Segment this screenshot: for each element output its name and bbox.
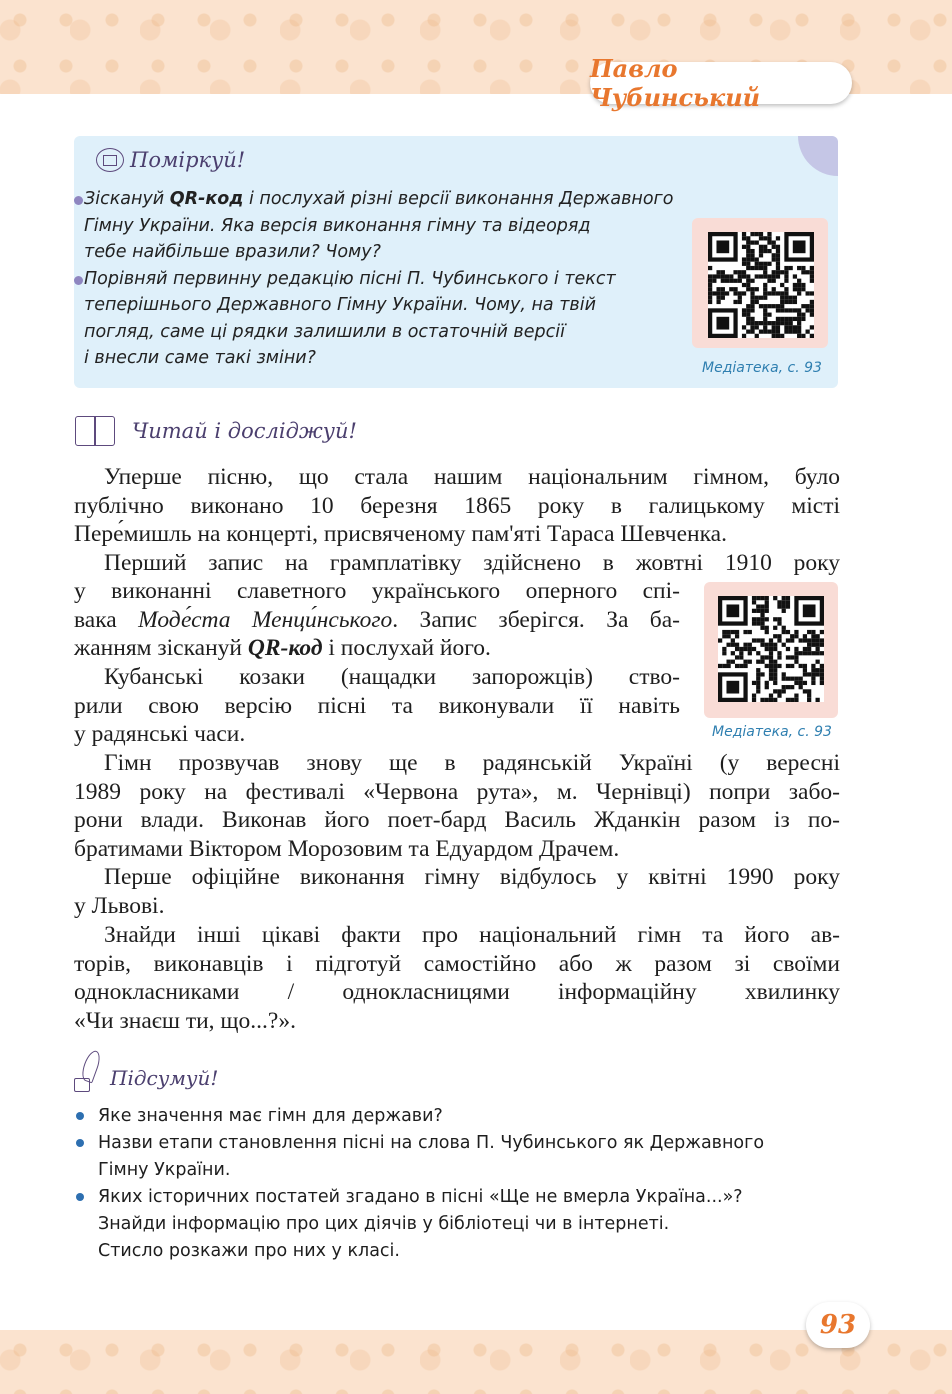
summary-heading <box>72 1050 218 1094</box>
list-item <box>74 1103 840 1130</box>
summary-line: Назви етапи становлення пісні на слова П. Чубинського як Державного <box>98 1133 765 1153</box>
bullet-icon <box>76 1139 84 1147</box>
media-caption[interactable]: Медіатека, с. 93 <box>702 360 822 376</box>
list-item <box>74 1184 840 1265</box>
summary-title: Підсумуй! <box>110 1066 219 1090</box>
think-line: теперішнього Державного Гімну України. Чому, на твій <box>84 295 596 315</box>
summary-line: Яке значення має гімн для держави? <box>98 1106 443 1126</box>
page-number-badge <box>806 1302 870 1348</box>
qr-card <box>704 582 838 718</box>
text-line: жанням зіскануй QR-код і послухай його. <box>74 635 491 662</box>
qr-card <box>692 218 828 348</box>
text-line: рони влади. Виконав його поет-бард Василь Жданкін разом із по- <box>74 807 840 834</box>
bullet-icon <box>76 1193 84 1201</box>
bottom-decorative-band <box>0 1330 952 1394</box>
summary-list <box>74 1103 840 1265</box>
text-line: у радянські часи. <box>74 721 246 748</box>
text-line: братимами Віктором Морозовим та Едуардом Драчем. <box>74 835 620 862</box>
think-line: Порівняй первинну редакцію пісні П. Чубинського і текст <box>84 268 616 289</box>
paragraph-3 <box>74 663 680 749</box>
think-line: Гімну України. Яка версія виконання гімну та відеоряд <box>84 215 591 236</box>
read-heading <box>74 414 357 448</box>
speech-book-icon <box>96 148 124 172</box>
media-caption[interactable]: Медіатека, с. 93 <box>712 724 832 740</box>
text-line: публічно виконано 10 березня 1865 року в галицькому місті <box>74 492 840 519</box>
text-line: Пере́мишль на концерті, присвяченому пам'яті Тараса Шевченка. <box>74 521 727 548</box>
text-line: торів, виконавців і підготуй самостійно або ж разом зі своїми <box>74 950 840 977</box>
list-item <box>84 266 704 372</box>
text-line: Перший запис на грамплатівку здійснено в жовтні 1910 року <box>104 550 840 576</box>
summary-line: Гімну України. <box>98 1160 231 1180</box>
chapter-title: Павло Чубинський <box>590 54 761 112</box>
text-line: 1989 року на фестивалі «Червона рута», м. Чернівці) попри забо- <box>74 778 840 805</box>
think-box <box>74 136 838 388</box>
quill-icon <box>72 1050 102 1094</box>
think-line: і внесли саме такі зміни? <box>84 348 316 368</box>
bullet-icon <box>76 1112 84 1120</box>
paragraph-4 <box>74 749 840 863</box>
text-line: однокласниками / однокласницями інформаційну хвилинку <box>74 979 840 1006</box>
page-number: 93 <box>819 1310 857 1340</box>
text-line: Перше офіційне виконання гімну відбулось у квітні 1990 року <box>104 864 840 890</box>
corner-decoration <box>798 136 838 176</box>
think-list <box>84 186 704 372</box>
text-line: у виконанні славетного українського оперного спі- <box>74 578 680 604</box>
text-line: вака Моде́ста Менци́нського. Запис зберігся. За ба- <box>74 606 680 633</box>
paragraph-6 <box>74 921 840 1035</box>
text-line: Гімн прозвучав знову ще в радянській Україні (у вересні <box>104 750 840 776</box>
qr-code[interactable] <box>708 232 814 338</box>
text-line: «Чи знаєш ти, що...?». <box>74 1007 296 1034</box>
list-item <box>74 1130 840 1184</box>
text-line: у Львові. <box>74 892 165 919</box>
text-line: Уперше пісню, що стала нашим національним гімном, було <box>104 464 840 490</box>
paragraph-2-cont <box>74 577 680 663</box>
think-heading <box>96 148 245 172</box>
list-item <box>84 186 704 266</box>
paragraph-1 <box>74 463 840 549</box>
bullet-icon <box>74 196 83 205</box>
text-line: Знайди інші цікаві факти про національний гімн та його ав- <box>104 922 840 948</box>
qr-code[interactable] <box>718 596 824 702</box>
chapter-header <box>590 54 852 112</box>
text-line: рили свою версію пісні та виконували її навіть <box>74 692 680 719</box>
paragraph-5 <box>74 863 840 920</box>
bullet-icon <box>74 276 83 285</box>
think-line: тебе найбільше вразили? Чому? <box>84 242 381 262</box>
think-line: Зіскануй QR-код і послухай різні версії виконання Державного <box>84 189 674 209</box>
read-title: Читай і досліджуй! <box>132 419 357 443</box>
paragraph-2 <box>74 549 840 578</box>
summary-line: Стисло розкажи про них у класі. <box>98 1241 400 1261</box>
think-title: Поміркуй! <box>130 148 246 172</box>
open-book-icon <box>74 414 116 448</box>
text-line: Кубанські козаки (нащадки запорожців) ство- <box>104 664 680 690</box>
summary-line: Знайди інформацію про цих діячів у бібліотеці чи в інтернеті. <box>98 1214 670 1234</box>
think-line: погляд, саме ці рядки залишили в остаточній версії <box>84 321 565 342</box>
summary-line: Яких історичних постатей згадано в пісні «Ще не вмерла Україна...»? <box>98 1187 743 1207</box>
